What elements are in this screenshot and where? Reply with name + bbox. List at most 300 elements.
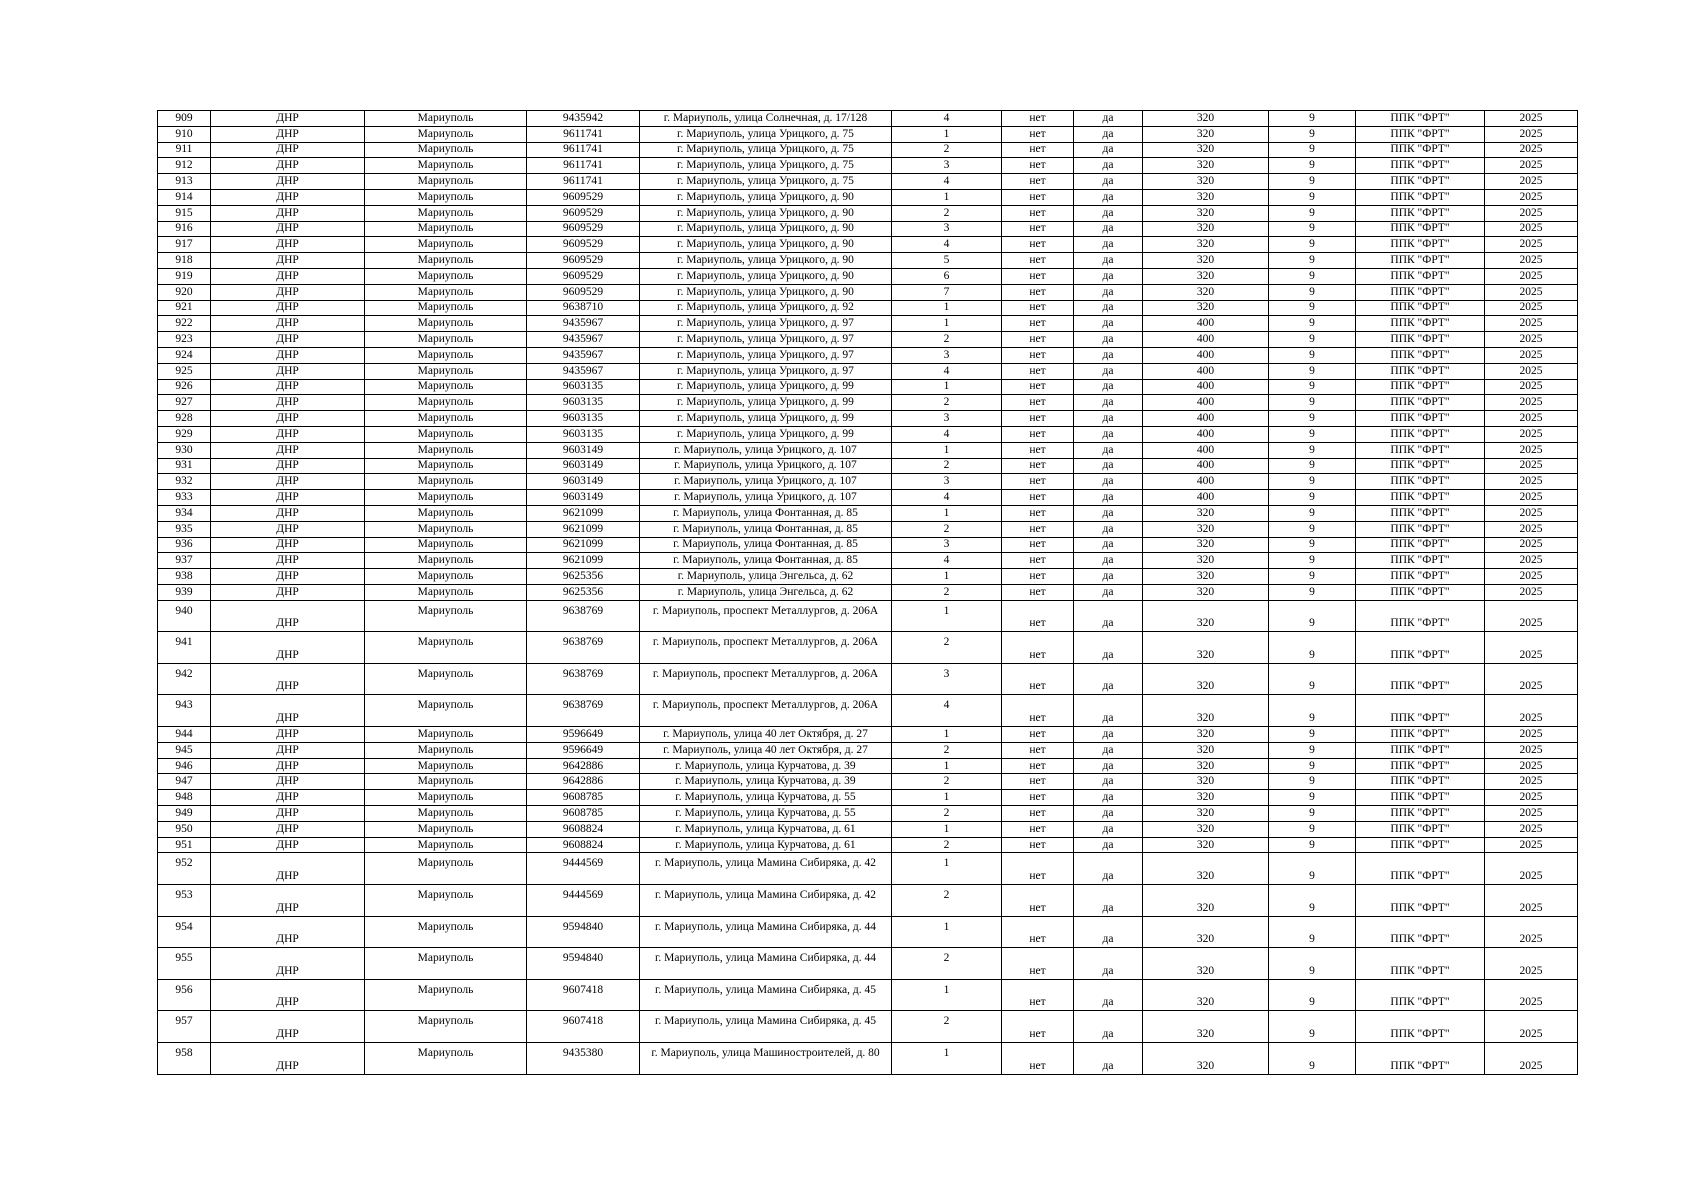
organization-cell: ППК "ФРТ": [1356, 1011, 1485, 1043]
code-cell: 9603149: [527, 490, 640, 506]
count-cell: 9: [1269, 363, 1356, 379]
year-cell: 2025: [1485, 790, 1578, 806]
address-cell: г. Мариуполь, улица Урицкого, д. 99: [640, 379, 892, 395]
year-cell: 2025: [1485, 189, 1578, 205]
table-row: [158, 837, 1578, 853]
city-cell: Мариуполь: [365, 221, 527, 237]
value-cell: 320: [1143, 569, 1269, 585]
row-number-cell: 931: [158, 458, 211, 474]
city-cell: Мариуполь: [365, 268, 527, 284]
table-row: [158, 474, 1578, 490]
number-cell: 2: [892, 806, 1002, 822]
year-cell: 2025: [1485, 521, 1578, 537]
row-number-cell: 928: [158, 411, 211, 427]
flag-no-cell: нет: [1002, 569, 1074, 585]
row-number-cell: 912: [158, 158, 211, 174]
row-number-cell: 937: [158, 553, 211, 569]
table-row: [158, 411, 1578, 427]
number-cell: 2: [892, 1011, 1002, 1043]
value-cell: 320: [1143, 948, 1269, 980]
year-cell: 2025: [1485, 727, 1578, 743]
code-cell: 9638769: [527, 663, 640, 695]
region-cell: ДНР: [211, 442, 365, 458]
city-cell: Мариуполь: [365, 1011, 527, 1043]
city-cell: Мариуполь: [365, 600, 527, 632]
flag-yes-cell: да: [1074, 821, 1143, 837]
region-cell: ДНР: [211, 521, 365, 537]
year-cell: 2025: [1485, 300, 1578, 316]
year-cell: 2025: [1485, 742, 1578, 758]
flag-yes-cell: да: [1074, 411, 1143, 427]
year-cell: 2025: [1485, 379, 1578, 395]
table-row: [158, 458, 1578, 474]
code-cell: 9609529: [527, 284, 640, 300]
flag-no-cell: нет: [1002, 727, 1074, 743]
flag-no-cell: нет: [1002, 885, 1074, 917]
value-cell: 320: [1143, 790, 1269, 806]
table-row: [158, 363, 1578, 379]
flag-yes-cell: да: [1074, 221, 1143, 237]
year-cell: 2025: [1485, 347, 1578, 363]
organization-cell: ППК "ФРТ": [1356, 411, 1485, 427]
count-cell: 9: [1269, 237, 1356, 253]
number-cell: 1: [892, 727, 1002, 743]
flag-yes-cell: да: [1074, 742, 1143, 758]
organization-cell: ППК "ФРТ": [1356, 221, 1485, 237]
number-cell: 1: [892, 316, 1002, 332]
region-cell: ДНР: [211, 111, 365, 127]
code-cell: 9596649: [527, 742, 640, 758]
year-cell: 2025: [1485, 126, 1578, 142]
number-cell: 1: [892, 853, 1002, 885]
flag-yes-cell: да: [1074, 142, 1143, 158]
table-row: [158, 205, 1578, 221]
count-cell: 9: [1269, 490, 1356, 506]
flag-no-cell: нет: [1002, 268, 1074, 284]
year-cell: 2025: [1485, 442, 1578, 458]
address-cell: г. Мариуполь, улица Курчатова, д. 61: [640, 821, 892, 837]
count-cell: 9: [1269, 837, 1356, 853]
count-cell: 9: [1269, 300, 1356, 316]
row-number-cell: 909: [158, 111, 211, 127]
data-table: [157, 110, 1578, 1075]
code-cell: 9642886: [527, 774, 640, 790]
address-cell: г. Мариуполь, улица Урицкого, д. 90: [640, 268, 892, 284]
flag-no-cell: нет: [1002, 474, 1074, 490]
address-cell: г. Мариуполь, улица Мамина Сибиряка, д. 45: [640, 979, 892, 1011]
flag-yes-cell: да: [1074, 584, 1143, 600]
number-cell: 3: [892, 537, 1002, 553]
count-cell: 9: [1269, 758, 1356, 774]
flag-yes-cell: да: [1074, 663, 1143, 695]
year-cell: 2025: [1485, 1011, 1578, 1043]
value-cell: 320: [1143, 537, 1269, 553]
address-cell: г. Мариуполь, улица Урицкого, д. 90: [640, 189, 892, 205]
number-cell: 2: [892, 584, 1002, 600]
row-number-cell: 944: [158, 727, 211, 743]
city-cell: Мариуполь: [365, 505, 527, 521]
city-cell: Мариуполь: [365, 1043, 527, 1075]
flag-yes-cell: да: [1074, 332, 1143, 348]
organization-cell: ППК "ФРТ": [1356, 774, 1485, 790]
address-cell: г. Мариуполь, проспект Металлургов, д. 206А: [640, 600, 892, 632]
number-cell: 2: [892, 458, 1002, 474]
flag-no-cell: нет: [1002, 695, 1074, 727]
flag-yes-cell: да: [1074, 174, 1143, 190]
value-cell: 400: [1143, 458, 1269, 474]
flag-no-cell: нет: [1002, 632, 1074, 664]
code-cell: 9625356: [527, 569, 640, 585]
number-cell: 2: [892, 332, 1002, 348]
table-row: [158, 806, 1578, 822]
value-cell: 320: [1143, 189, 1269, 205]
address-cell: г. Мариуполь, улица Курчатова, д. 61: [640, 837, 892, 853]
flag-no-cell: нет: [1002, 663, 1074, 695]
value-cell: 320: [1143, 1043, 1269, 1075]
city-cell: Мариуполь: [365, 948, 527, 980]
row-number-cell: 911: [158, 142, 211, 158]
value-cell: 320: [1143, 916, 1269, 948]
organization-cell: ППК "ФРТ": [1356, 742, 1485, 758]
year-cell: 2025: [1485, 774, 1578, 790]
number-cell: 2: [892, 521, 1002, 537]
organization-cell: ППК "ФРТ": [1356, 584, 1485, 600]
organization-cell: ППК "ФРТ": [1356, 521, 1485, 537]
value-cell: 320: [1143, 237, 1269, 253]
code-cell: 9608824: [527, 837, 640, 853]
code-cell: 9594840: [527, 948, 640, 980]
year-cell: 2025: [1485, 174, 1578, 190]
flag-no-cell: нет: [1002, 158, 1074, 174]
year-cell: 2025: [1485, 1043, 1578, 1075]
address-cell: г. Мариуполь, улица 40 лет Октября, д. 27: [640, 742, 892, 758]
flag-yes-cell: да: [1074, 979, 1143, 1011]
code-cell: 9621099: [527, 537, 640, 553]
organization-cell: ППК "ФРТ": [1356, 174, 1485, 190]
organization-cell: ППК "ФРТ": [1356, 253, 1485, 269]
flag-yes-cell: да: [1074, 268, 1143, 284]
flag-yes-cell: да: [1074, 948, 1143, 980]
organization-cell: ППК "ФРТ": [1356, 490, 1485, 506]
city-cell: Мариуполь: [365, 821, 527, 837]
row-number-cell: 935: [158, 521, 211, 537]
count-cell: 9: [1269, 853, 1356, 885]
table-row: [158, 332, 1578, 348]
year-cell: 2025: [1485, 853, 1578, 885]
region-cell: ДНР: [211, 458, 365, 474]
number-cell: 4: [892, 111, 1002, 127]
flag-no-cell: нет: [1002, 1011, 1074, 1043]
address-cell: г. Мариуполь, улица Урицкого, д. 90: [640, 237, 892, 253]
region-cell: ДНР: [211, 1043, 365, 1075]
organization-cell: ППК "ФРТ": [1356, 790, 1485, 806]
code-cell: 9603149: [527, 458, 640, 474]
address-cell: г. Мариуполь, улица Курчатова, д. 39: [640, 774, 892, 790]
number-cell: 2: [892, 205, 1002, 221]
code-cell: 9435380: [527, 1043, 640, 1075]
number-cell: 1: [892, 790, 1002, 806]
row-number-cell: 932: [158, 474, 211, 490]
year-cell: 2025: [1485, 142, 1578, 158]
address-cell: г. Мариуполь, улица Мамина Сибиряка, д. 42: [640, 853, 892, 885]
number-cell: 1: [892, 758, 1002, 774]
count-cell: 9: [1269, 221, 1356, 237]
city-cell: Мариуполь: [365, 806, 527, 822]
flag-yes-cell: да: [1074, 158, 1143, 174]
organization-cell: ППК "ФРТ": [1356, 1043, 1485, 1075]
region-cell: ДНР: [211, 885, 365, 917]
region-cell: ДНР: [211, 569, 365, 585]
number-cell: 2: [892, 885, 1002, 917]
organization-cell: ППК "ФРТ": [1356, 916, 1485, 948]
table-row: [158, 347, 1578, 363]
row-number-cell: 936: [158, 537, 211, 553]
organization-cell: ППК "ФРТ": [1356, 806, 1485, 822]
year-cell: 2025: [1485, 426, 1578, 442]
city-cell: Мариуполь: [365, 347, 527, 363]
code-cell: 9609529: [527, 189, 640, 205]
city-cell: Мариуполь: [365, 758, 527, 774]
city-cell: Мариуполь: [365, 584, 527, 600]
value-cell: 320: [1143, 663, 1269, 695]
organization-cell: ППК "ФРТ": [1356, 189, 1485, 205]
table-row: [158, 521, 1578, 537]
flag-no-cell: нет: [1002, 347, 1074, 363]
flag-no-cell: нет: [1002, 1043, 1074, 1075]
flag-yes-cell: да: [1074, 1011, 1143, 1043]
count-cell: 9: [1269, 885, 1356, 917]
region-cell: ДНР: [211, 821, 365, 837]
row-number-cell: 914: [158, 189, 211, 205]
city-cell: Мариуполь: [365, 316, 527, 332]
value-cell: 400: [1143, 332, 1269, 348]
organization-cell: ППК "ФРТ": [1356, 474, 1485, 490]
code-cell: 9435967: [527, 316, 640, 332]
row-number-cell: 938: [158, 569, 211, 585]
count-cell: 9: [1269, 790, 1356, 806]
row-number-cell: 930: [158, 442, 211, 458]
code-cell: 9603149: [527, 474, 640, 490]
count-cell: 9: [1269, 158, 1356, 174]
flag-no-cell: нет: [1002, 742, 1074, 758]
city-cell: Мариуполь: [365, 300, 527, 316]
city-cell: Мариуполь: [365, 979, 527, 1011]
flag-yes-cell: да: [1074, 537, 1143, 553]
year-cell: 2025: [1485, 316, 1578, 332]
address-cell: г. Мариуполь, улица Энгельса, д. 62: [640, 584, 892, 600]
code-cell: 9594840: [527, 916, 640, 948]
number-cell: 1: [892, 126, 1002, 142]
row-number-cell: 947: [158, 774, 211, 790]
city-cell: Мариуполь: [365, 837, 527, 853]
code-cell: 9611741: [527, 158, 640, 174]
value-cell: 320: [1143, 695, 1269, 727]
flag-yes-cell: да: [1074, 521, 1143, 537]
value-cell: 320: [1143, 885, 1269, 917]
region-cell: ДНР: [211, 332, 365, 348]
year-cell: 2025: [1485, 695, 1578, 727]
row-number-cell: 916: [158, 221, 211, 237]
address-cell: г. Мариуполь, улица Машиностроителей, д. 80: [640, 1043, 892, 1075]
count-cell: 9: [1269, 553, 1356, 569]
code-cell: 9444569: [527, 885, 640, 917]
value-cell: 320: [1143, 821, 1269, 837]
address-cell: г. Мариуполь, улица Фонтанная, д. 85: [640, 553, 892, 569]
code-cell: 9608824: [527, 821, 640, 837]
number-cell: 4: [892, 695, 1002, 727]
region-cell: ДНР: [211, 284, 365, 300]
number-cell: 4: [892, 426, 1002, 442]
value-cell: 320: [1143, 742, 1269, 758]
table-row: [158, 758, 1578, 774]
count-cell: 9: [1269, 142, 1356, 158]
city-cell: Мариуполь: [365, 332, 527, 348]
city-cell: Мариуполь: [365, 189, 527, 205]
region-cell: ДНР: [211, 758, 365, 774]
number-cell: 4: [892, 363, 1002, 379]
region-cell: ДНР: [211, 490, 365, 506]
count-cell: 9: [1269, 284, 1356, 300]
document-sheet: [157, 110, 1578, 1075]
code-cell: 9609529: [527, 221, 640, 237]
address-cell: г. Мариуполь, улица Курчатова, д. 55: [640, 790, 892, 806]
address-cell: г. Мариуполь, улица Мамина Сибиряка, д. 44: [640, 948, 892, 980]
count-cell: 9: [1269, 442, 1356, 458]
row-number-cell: 933: [158, 490, 211, 506]
count-cell: 9: [1269, 474, 1356, 490]
value-cell: 320: [1143, 806, 1269, 822]
value-cell: 400: [1143, 442, 1269, 458]
value-cell: 320: [1143, 158, 1269, 174]
year-cell: 2025: [1485, 821, 1578, 837]
flag-yes-cell: да: [1074, 837, 1143, 853]
region-cell: ДНР: [211, 363, 365, 379]
region-cell: ДНР: [211, 174, 365, 190]
address-cell: г. Мариуполь, улица Фонтанная, д. 85: [640, 537, 892, 553]
city-cell: Мариуполь: [365, 174, 527, 190]
code-cell: 9642886: [527, 758, 640, 774]
address-cell: г. Мариуполь, улица Урицкого, д. 99: [640, 426, 892, 442]
table-row: [158, 490, 1578, 506]
flag-yes-cell: да: [1074, 505, 1143, 521]
region-cell: ДНР: [211, 205, 365, 221]
region-cell: ДНР: [211, 316, 365, 332]
organization-cell: ППК "ФРТ": [1356, 111, 1485, 127]
table-row: [158, 632, 1578, 664]
year-cell: 2025: [1485, 806, 1578, 822]
count-cell: 9: [1269, 632, 1356, 664]
city-cell: Мариуполь: [365, 253, 527, 269]
flag-no-cell: нет: [1002, 442, 1074, 458]
organization-cell: ППК "ФРТ": [1356, 300, 1485, 316]
value-cell: 320: [1143, 300, 1269, 316]
code-cell: 9603135: [527, 411, 640, 427]
table-row: [158, 821, 1578, 837]
organization-cell: ППК "ФРТ": [1356, 600, 1485, 632]
flag-yes-cell: да: [1074, 727, 1143, 743]
organization-cell: ППК "ФРТ": [1356, 442, 1485, 458]
region-cell: ДНР: [211, 300, 365, 316]
year-cell: 2025: [1485, 458, 1578, 474]
region-cell: ДНР: [211, 742, 365, 758]
table-row: [158, 742, 1578, 758]
year-cell: 2025: [1485, 584, 1578, 600]
count-cell: 9: [1269, 347, 1356, 363]
value-cell: 320: [1143, 774, 1269, 790]
flag-no-cell: нет: [1002, 426, 1074, 442]
year-cell: 2025: [1485, 395, 1578, 411]
flag-no-cell: нет: [1002, 126, 1074, 142]
count-cell: 9: [1269, 695, 1356, 727]
code-cell: 9611741: [527, 126, 640, 142]
city-cell: Мариуполь: [365, 490, 527, 506]
address-cell: г. Мариуполь, улица 40 лет Октября, д. 27: [640, 727, 892, 743]
value-cell: 320: [1143, 727, 1269, 743]
number-cell: 4: [892, 553, 1002, 569]
value-cell: 320: [1143, 979, 1269, 1011]
table-row: [158, 663, 1578, 695]
table-row: [158, 221, 1578, 237]
year-cell: 2025: [1485, 111, 1578, 127]
row-number-cell: 958: [158, 1043, 211, 1075]
value-cell: 320: [1143, 253, 1269, 269]
region-cell: ДНР: [211, 426, 365, 442]
table-row: [158, 584, 1578, 600]
value-cell: 400: [1143, 426, 1269, 442]
value-cell: 320: [1143, 505, 1269, 521]
flag-yes-cell: да: [1074, 300, 1143, 316]
region-cell: ДНР: [211, 806, 365, 822]
code-cell: 9609529: [527, 205, 640, 221]
count-cell: 9: [1269, 111, 1356, 127]
count-cell: 9: [1269, 584, 1356, 600]
flag-no-cell: нет: [1002, 363, 1074, 379]
flag-no-cell: нет: [1002, 379, 1074, 395]
number-cell: 4: [892, 174, 1002, 190]
year-cell: 2025: [1485, 237, 1578, 253]
row-number-cell: 924: [158, 347, 211, 363]
city-cell: Мариуполь: [365, 742, 527, 758]
count-cell: 9: [1269, 126, 1356, 142]
count-cell: 9: [1269, 426, 1356, 442]
number-cell: 4: [892, 237, 1002, 253]
year-cell: 2025: [1485, 885, 1578, 917]
region-cell: ДНР: [211, 268, 365, 284]
year-cell: 2025: [1485, 411, 1578, 427]
year-cell: 2025: [1485, 363, 1578, 379]
year-cell: 2025: [1485, 837, 1578, 853]
code-cell: 9608785: [527, 806, 640, 822]
organization-cell: ППК "ФРТ": [1356, 537, 1485, 553]
code-cell: 9435942: [527, 111, 640, 127]
flag-yes-cell: да: [1074, 790, 1143, 806]
number-cell: 2: [892, 774, 1002, 790]
value-cell: 320: [1143, 284, 1269, 300]
address-cell: г. Мариуполь, проспект Металлургов, д. 206А: [640, 695, 892, 727]
value-cell: 320: [1143, 600, 1269, 632]
region-cell: ДНР: [211, 411, 365, 427]
city-cell: Мариуполь: [365, 426, 527, 442]
code-cell: 9638769: [527, 695, 640, 727]
year-cell: 2025: [1485, 268, 1578, 284]
flag-yes-cell: да: [1074, 126, 1143, 142]
count-cell: 9: [1269, 742, 1356, 758]
city-cell: Мариуполь: [365, 632, 527, 664]
region-cell: ДНР: [211, 474, 365, 490]
address-cell: г. Мариуполь, проспект Металлургов, д. 206А: [640, 632, 892, 664]
count-cell: 9: [1269, 189, 1356, 205]
row-number-cell: 925: [158, 363, 211, 379]
